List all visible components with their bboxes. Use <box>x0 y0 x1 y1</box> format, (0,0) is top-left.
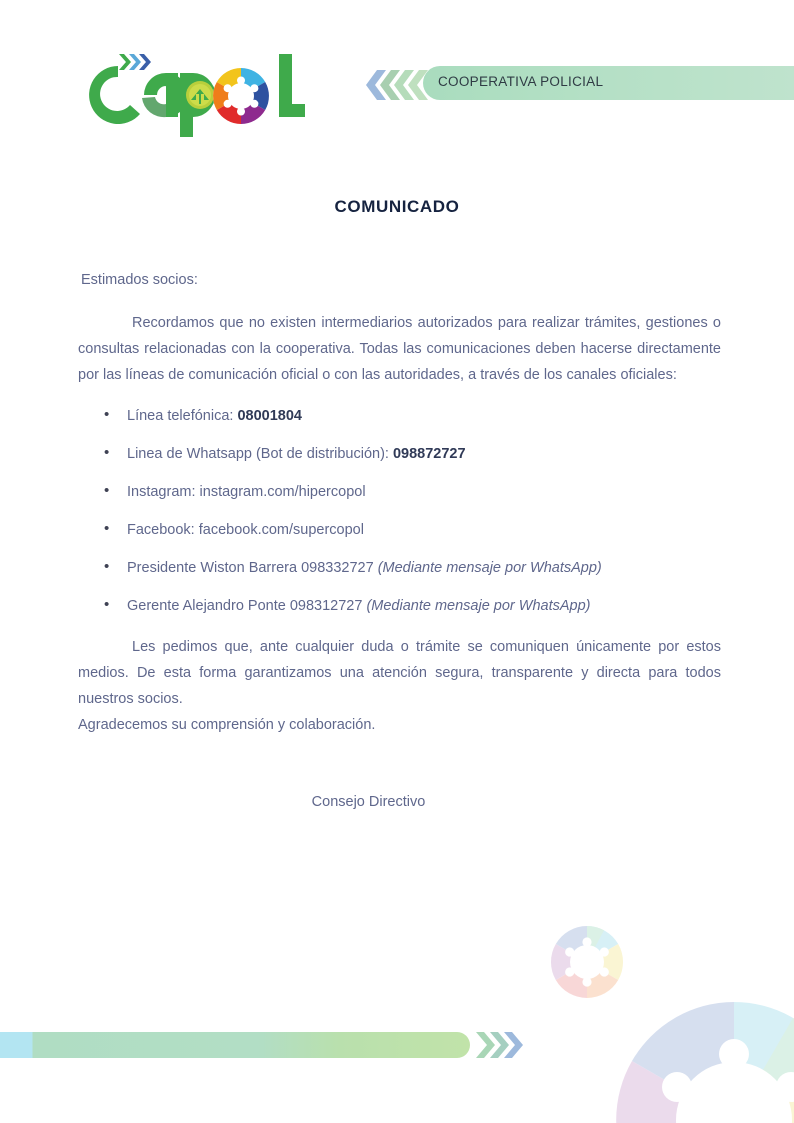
channel-value: 098872727 <box>392 446 466 462</box>
signature-text: Consejo Directivo <box>311 794 426 810</box>
channel-note: (Mediante mensaje por WhatsApp) <box>377 560 602 576</box>
banner-label: COOPERATIVA POLICIAL <box>438 74 604 89</box>
paragraph-closing: Les pedimos que, ante cualquier duda o trámite se comuniquen únicamente por estos medios. De esta forma garantizamos una atención segura, transparente y directa para todos nuestros socios. <box>78 639 721 707</box>
page-header <box>0 0 794 175</box>
list-item <box>78 520 721 540</box>
list-item <box>78 444 721 464</box>
signature-block <box>78 794 721 810</box>
channel-label: Gerente Alejandro Ponte 098312727 <box>127 598 367 614</box>
channel-label: Línea telefónica: <box>127 408 238 424</box>
paragraph-intro: Recordamos que no existen intermediarios autorizados para realizar trámites, gestiones o consultas relacionadas con la cooperativa. Todas las comunicaciones deben hacerse directamente por las líneas de comunicación oficial o con las autoridades, a través de los canales oficiales: <box>78 315 721 383</box>
salutation: Estimados socios: <box>81 272 198 288</box>
puzzle-ring-icon <box>609 995 794 1123</box>
copol-logo <box>84 36 334 151</box>
channel-label: Linea de Whatsapp (Bot de distribución): <box>127 446 393 462</box>
list-item <box>78 558 721 578</box>
page-footer <box>0 1032 530 1062</box>
logo-puzzle-wheel <box>213 68 269 124</box>
logo-letter-l <box>279 54 305 117</box>
channel-value: 08001804 <box>237 408 302 424</box>
channel-note: (Mediante mensaje por WhatsApp) <box>366 598 591 614</box>
puzzle-ring-icon <box>547 922 627 1002</box>
paragraph-thanks: Agradecemos su comprensión y colaboración. <box>78 717 376 733</box>
page-title: COMUNICADO <box>334 197 460 216</box>
channel-label: Instagram: instagram.com/hipercopol <box>127 484 366 500</box>
list-item <box>78 482 721 502</box>
chevron-right-icon <box>474 1030 530 1060</box>
logo-speed-chevrons <box>119 54 151 70</box>
channel-label: Presidente Wiston Barrera 098332727 <box>127 560 378 576</box>
chevron-left-icon <box>363 68 429 102</box>
logo-letter-p <box>180 73 216 137</box>
list-item <box>78 596 721 616</box>
footer-bar <box>0 1032 470 1058</box>
list-item <box>78 406 721 426</box>
channel-label: Facebook: facebook.com/supercopol <box>127 522 364 538</box>
document-body <box>78 272 721 810</box>
header-banner <box>363 66 794 104</box>
logo-letter-c <box>89 66 140 124</box>
official-channels-list <box>78 406 721 616</box>
